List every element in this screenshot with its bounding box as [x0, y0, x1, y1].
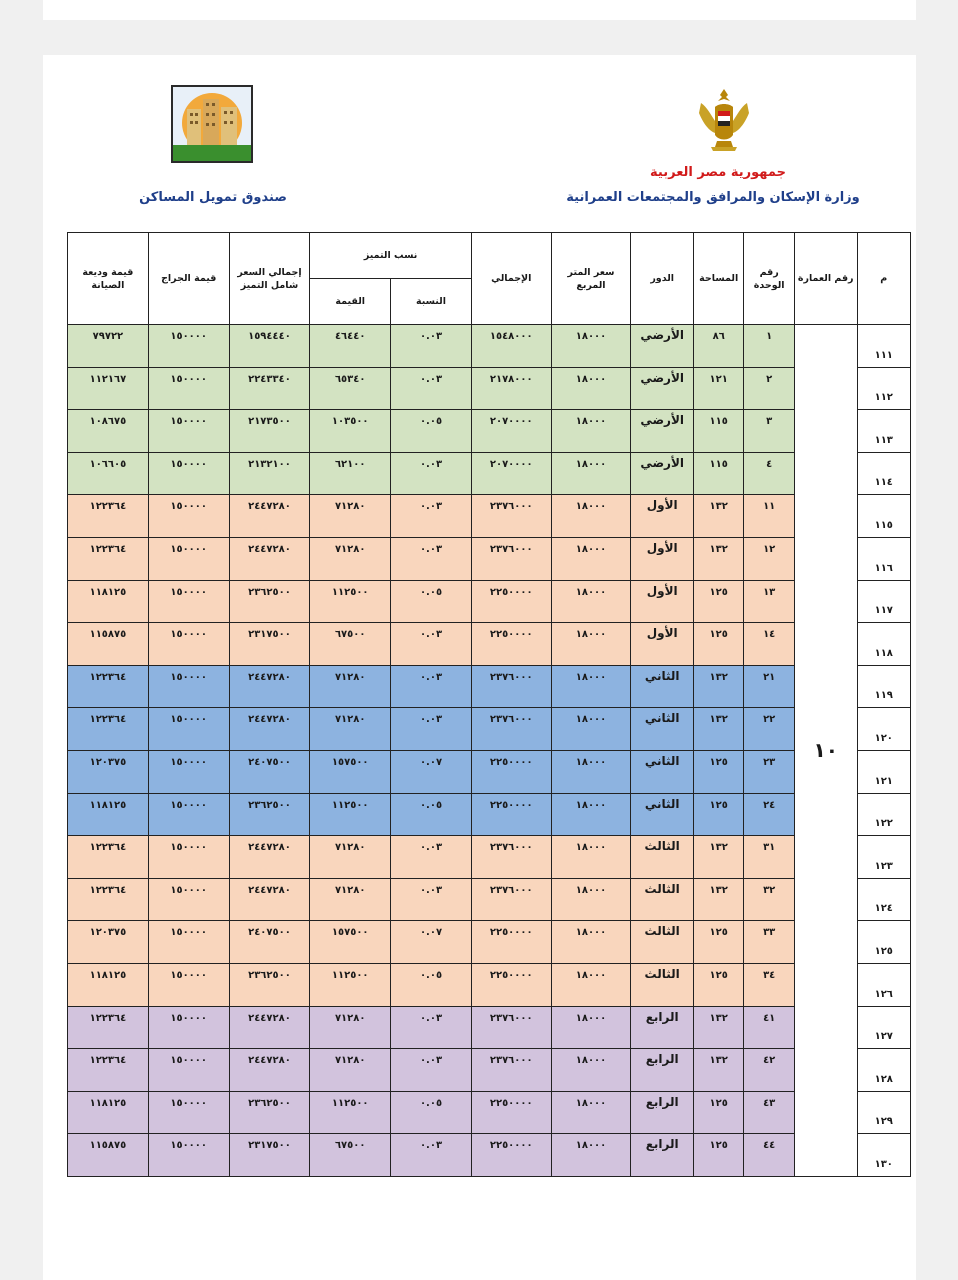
garage-cell: ١٥٠٠٠٠	[148, 665, 229, 708]
header-premium-value: القيمة	[310, 279, 391, 325]
total-with-premium-cell: ٢٤٤٧٢٨٠	[229, 495, 310, 538]
maintenance-cell: ١١٢١٦٧	[68, 367, 149, 410]
table-row	[68, 1049, 911, 1092]
total-with-premium-cell: ٢٤٤٧٢٨٠	[229, 878, 310, 921]
row-number-cell: ١٢١	[857, 750, 911, 793]
garage-cell: ١٥٠٠٠٠	[148, 325, 229, 368]
garage-cell: ١٥٠٠٠٠	[148, 1134, 229, 1177]
row-number-cell: ١٢٩	[857, 1091, 911, 1134]
premium-ratio-cell: ٠.٠٣	[391, 537, 472, 580]
area-cell: ١٣٢	[693, 537, 743, 580]
floor-cell: الرابع	[631, 1091, 694, 1134]
total-cell: ٢٢٥٠٠٠٠	[471, 1091, 551, 1134]
header-area: المساحة	[693, 233, 743, 325]
row-number-cell: ١١٦	[857, 537, 911, 580]
maintenance-cell: ١٢٢٣٦٤	[68, 708, 149, 751]
area-cell: ١٢٥	[693, 1091, 743, 1134]
premium-ratio-cell: ٠.٠٣	[391, 452, 472, 495]
unit-number-cell: ٢٤	[744, 793, 794, 836]
table-row	[68, 836, 911, 879]
total-cell: ٢٢٥٠٠٠٠	[471, 921, 551, 964]
maintenance-cell: ١٢٢٣٦٤	[68, 836, 149, 879]
ministry-title: وزارة الإسكان والمرافق والمجتمعات العمرانية	[566, 190, 860, 205]
area-cell: ١٣٢	[693, 665, 743, 708]
price-per-meter-cell: ١٨٠٠٠	[551, 580, 631, 623]
total-cell: ٢٣٧٦٠٠٠	[471, 537, 551, 580]
header-building-no: رقم العمارة	[794, 233, 857, 325]
floor-cell: الأول	[631, 580, 694, 623]
premium-value-cell: ٧١٢٨٠	[310, 878, 391, 921]
row-number-cell: ١١٥	[857, 495, 911, 538]
premium-ratio-cell: ٠.٠٧	[391, 921, 472, 964]
premium-ratio-cell: ٠.٠٣	[391, 623, 472, 666]
unit-number-cell: ٢١	[744, 665, 794, 708]
maintenance-cell: ١٢٢٣٦٤	[68, 537, 149, 580]
premium-ratio-cell: ٠.٠٣	[391, 495, 472, 538]
garage-cell: ١٥٠٠٠٠	[148, 410, 229, 453]
table-row	[68, 580, 911, 623]
area-cell: ١٢٥	[693, 963, 743, 1006]
garage-cell: ١٥٠٠٠٠	[148, 750, 229, 793]
table-row	[68, 367, 911, 410]
premium-value-cell: ١١٢٥٠٠	[310, 963, 391, 1006]
previous-page-edge	[43, 0, 916, 20]
total-cell: ٢٢٥٠٠٠٠	[471, 793, 551, 836]
total-cell: ٢٢٥٠٠٠٠	[471, 963, 551, 1006]
total-with-premium-cell: ٢٢٤٣٣٤٠	[229, 367, 310, 410]
unit-number-cell: ٣	[744, 410, 794, 453]
floor-cell: الثاني	[631, 793, 694, 836]
total-with-premium-cell: ٢٤٤٧٢٨٠	[229, 1049, 310, 1092]
maintenance-cell: ١٠٨٦٧٥	[68, 410, 149, 453]
garage-cell: ١٥٠٠٠٠	[148, 495, 229, 538]
maintenance-cell: ١٢٢٣٦٤	[68, 665, 149, 708]
table-row	[68, 623, 911, 666]
garage-cell: ١٥٠٠٠٠	[148, 708, 229, 751]
table-row	[68, 495, 911, 538]
unit-number-cell: ١	[744, 325, 794, 368]
header-premium-group: نسب التميز	[310, 233, 472, 279]
premium-value-cell: ٦٧٥٠٠	[310, 1134, 391, 1177]
total-with-premium-cell: ٢٤٤٧٢٨٠	[229, 836, 310, 879]
table-row	[68, 963, 911, 1006]
premium-value-cell: ١٠٣٥٠٠	[310, 410, 391, 453]
row-number-cell: ١٢٤	[857, 878, 911, 921]
price-per-meter-cell: ١٨٠٠٠	[551, 878, 631, 921]
floor-cell: الثاني	[631, 708, 694, 751]
table-row	[68, 1134, 911, 1177]
premium-ratio-cell: ٠.٠٥	[391, 793, 472, 836]
row-number-cell: ١١٣	[857, 410, 911, 453]
floor-cell: الأول	[631, 495, 694, 538]
area-cell: ١٣٢	[693, 495, 743, 538]
row-number-cell: ١١٧	[857, 580, 911, 623]
maintenance-cell: ١٢٠٣٧٥	[68, 921, 149, 964]
table-row	[68, 1091, 911, 1134]
header-unit-no: رقم الوحدة	[744, 233, 794, 325]
garage-cell: ١٥٠٠٠٠	[148, 1006, 229, 1049]
total-cell: ٢٢٥٠٠٠٠	[471, 580, 551, 623]
maintenance-cell: ١١٨١٢٥	[68, 1091, 149, 1134]
total-with-premium-cell: ٢٤٤٧٢٨٠	[229, 665, 310, 708]
garage-cell: ١٥٠٠٠٠	[148, 963, 229, 1006]
table-row	[68, 921, 911, 964]
price-per-meter-cell: ١٨٠٠٠	[551, 708, 631, 751]
garage-cell: ١٥٠٠٠٠	[148, 367, 229, 410]
price-per-meter-cell: ١٨٠٠٠	[551, 410, 631, 453]
premium-value-cell: ١١٢٥٠٠	[310, 1091, 391, 1134]
area-cell: ١٢٥	[693, 580, 743, 623]
premium-value-cell: ١١٢٥٠٠	[310, 580, 391, 623]
table-row	[68, 537, 911, 580]
table-row	[68, 708, 911, 751]
unit-number-cell: ٤٤	[744, 1134, 794, 1177]
area-cell: ١١٥	[693, 410, 743, 453]
premium-ratio-cell: ٠.٠٥	[391, 963, 472, 1006]
garage-cell: ١٥٠٠٠٠	[148, 537, 229, 580]
premium-ratio-cell: ٠.٠٥	[391, 580, 472, 623]
total-cell: ٢٣٧٦٠٠٠	[471, 495, 551, 538]
floor-cell: الأول	[631, 623, 694, 666]
premium-value-cell: ٦٢١٠٠	[310, 452, 391, 495]
maintenance-cell: ١١٥٨٧٥	[68, 1134, 149, 1177]
garage-cell: ١٥٠٠٠٠	[148, 793, 229, 836]
total-with-premium-cell: ١٥٩٤٤٤٠	[229, 325, 310, 368]
header-maintenance: قيمة وديعة الصيانة	[68, 233, 149, 325]
price-per-meter-cell: ١٨٠٠٠	[551, 452, 631, 495]
premium-value-cell: ٧١٢٨٠	[310, 1006, 391, 1049]
row-number-cell: ١١٨	[857, 623, 911, 666]
total-cell: ٢٢٥٠٠٠٠	[471, 1134, 551, 1177]
table-row	[68, 410, 911, 453]
premium-ratio-cell: ٠.٠٣	[391, 1006, 472, 1049]
table-row	[68, 878, 911, 921]
total-cell: ٢٢٥٠٠٠٠	[471, 750, 551, 793]
maintenance-cell: ١٠٦٦٠٥	[68, 452, 149, 495]
area-cell: ١٣٢	[693, 1049, 743, 1092]
floor-cell: الرابع	[631, 1006, 694, 1049]
premium-ratio-cell: ٠.٠٥	[391, 410, 472, 453]
price-per-meter-cell: ١٨٠٠٠	[551, 325, 631, 368]
header-price-per-meter: سعر المتر المربع	[551, 233, 631, 325]
garage-cell: ١٥٠٠٠٠	[148, 452, 229, 495]
total-cell: ٢٣٧٦٠٠٠	[471, 878, 551, 921]
unit-number-cell: ٣٤	[744, 963, 794, 1006]
table-row	[68, 750, 911, 793]
total-with-premium-cell: ٢٣٦٢٥٠٠	[229, 793, 310, 836]
table-row	[68, 452, 911, 495]
premium-ratio-cell: ٠.٠٣	[391, 1049, 472, 1092]
unit-number-cell: ١١	[744, 495, 794, 538]
row-number-cell: ١٣٠	[857, 1134, 911, 1177]
unit-number-cell: ٢٣	[744, 750, 794, 793]
maintenance-cell: ١٢٢٣٦٤	[68, 495, 149, 538]
maintenance-cell: ٧٩٧٢٢	[68, 325, 149, 368]
row-number-cell: ١٢٥	[857, 921, 911, 964]
premium-value-cell: ١١٢٥٠٠	[310, 793, 391, 836]
maintenance-cell: ١١٨١٢٥	[68, 963, 149, 1006]
total-cell: ٢٣٧٦٠٠٠	[471, 1006, 551, 1049]
floor-cell: الأرضي	[631, 452, 694, 495]
unit-number-cell: ٤١	[744, 1006, 794, 1049]
maintenance-cell: ١٢٢٣٦٤	[68, 878, 149, 921]
row-number-cell: ١٢٣	[857, 836, 911, 879]
premium-ratio-cell: ٠.٠٧	[391, 750, 472, 793]
price-per-meter-cell: ١٨٠٠٠	[551, 537, 631, 580]
total-with-premium-cell: ٢٣٦٢٥٠٠	[229, 1091, 310, 1134]
unit-number-cell: ٣١	[744, 836, 794, 879]
floor-cell: الأرضي	[631, 410, 694, 453]
total-with-premium-cell: ٢٣٦٢٥٠٠	[229, 963, 310, 1006]
total-with-premium-cell: ٢٤٤٧٢٨٠	[229, 537, 310, 580]
premium-value-cell: ٧١٢٨٠	[310, 708, 391, 751]
area-cell: ١٣٢	[693, 836, 743, 879]
republic-title: جمهورية مصر العربية	[650, 165, 786, 180]
total-with-premium-cell: ٢٣١٧٥٠٠	[229, 1134, 310, 1177]
price-per-meter-cell: ١٨٠٠٠	[551, 1134, 631, 1177]
maintenance-cell: ١٢٠٣٧٥	[68, 750, 149, 793]
total-cell: ٢٣٧٦٠٠٠	[471, 836, 551, 879]
unit-number-cell: ٢	[744, 367, 794, 410]
price-per-meter-cell: ١٨٠٠٠	[551, 793, 631, 836]
premium-value-cell: ٧١٢٨٠	[310, 537, 391, 580]
floor-cell: الثالث	[631, 921, 694, 964]
row-number-cell: ١١٩	[857, 665, 911, 708]
unit-number-cell: ٢٢	[744, 708, 794, 751]
table-row	[68, 665, 911, 708]
total-cell: ٢٣٧٦٠٠٠	[471, 1049, 551, 1092]
total-with-premium-cell: ٢٤٤٧٢٨٠	[229, 1006, 310, 1049]
total-with-premium-cell: ٢٤٠٧٥٠٠	[229, 921, 310, 964]
floor-cell: الثاني	[631, 665, 694, 708]
premium-value-cell: ٧١٢٨٠	[310, 495, 391, 538]
maintenance-cell: ١١٨١٢٥	[68, 793, 149, 836]
total-with-premium-cell: ٢٤٤٧٢٨٠	[229, 708, 310, 751]
unit-number-cell: ١٢	[744, 537, 794, 580]
garage-cell: ١٥٠٠٠٠	[148, 921, 229, 964]
price-per-meter-cell: ١٨٠٠٠	[551, 921, 631, 964]
header-total: الإجمالي	[471, 233, 551, 325]
premium-ratio-cell: ٠.٠٣	[391, 1134, 472, 1177]
total-cell: ٢٢٥٠٠٠٠	[471, 623, 551, 666]
premium-ratio-cell: ٠.٠٣	[391, 367, 472, 410]
total-cell: ٢٠٧٠٠٠٠	[471, 452, 551, 495]
floor-cell: الرابع	[631, 1049, 694, 1092]
area-cell: ١٣٢	[693, 878, 743, 921]
unit-number-cell: ١٤	[744, 623, 794, 666]
premium-value-cell: ١٥٧٥٠٠	[310, 921, 391, 964]
row-number-cell: ١١٤	[857, 452, 911, 495]
header-floor: الدور	[631, 233, 694, 325]
header-total-with-premium: إجمالي السعر شامل التميز	[229, 233, 310, 325]
floor-cell: الأرضي	[631, 325, 694, 368]
maintenance-cell: ١١٨١٢٥	[68, 580, 149, 623]
total-cell: ٢٣٧٦٠٠٠	[471, 708, 551, 751]
area-cell: ٨٦	[693, 325, 743, 368]
area-cell: ١٢٥	[693, 1134, 743, 1177]
total-cell: ١٥٤٨٠٠٠	[471, 325, 551, 368]
premium-value-cell: ٧١٢٨٠	[310, 1049, 391, 1092]
area-cell: ١٢٥	[693, 921, 743, 964]
units-price-table	[67, 232, 911, 1177]
price-per-meter-cell: ١٨٠٠٠	[551, 1049, 631, 1092]
area-cell: ١١٥	[693, 452, 743, 495]
table-row	[68, 1006, 911, 1049]
total-with-premium-cell: ٢١٧٣٥٠٠	[229, 410, 310, 453]
row-number-cell: ١٢٢	[857, 793, 911, 836]
price-per-meter-cell: ١٨٠٠٠	[551, 1006, 631, 1049]
unit-number-cell: ١٣	[744, 580, 794, 623]
premium-ratio-cell: ٠.٠٣	[391, 708, 472, 751]
building-number-cell: ١٠	[794, 325, 857, 1177]
price-per-meter-cell: ١٨٠٠٠	[551, 836, 631, 879]
row-number-cell: ١٢٦	[857, 963, 911, 1006]
premium-ratio-cell: ٠.٠٣	[391, 836, 472, 879]
total-with-premium-cell: ٢١٣٢١٠٠	[229, 452, 310, 495]
area-cell: ١٢١	[693, 367, 743, 410]
header-garage: قيمة الجراج	[148, 233, 229, 325]
table-row	[68, 325, 911, 368]
row-number-cell: ١١٢	[857, 367, 911, 410]
unit-number-cell: ٤٣	[744, 1091, 794, 1134]
area-cell: ١٣٢	[693, 1006, 743, 1049]
unit-number-cell: ٤٢	[744, 1049, 794, 1092]
price-per-meter-cell: ١٨٠٠٠	[551, 750, 631, 793]
floor-cell: الثاني	[631, 750, 694, 793]
table-row	[68, 793, 911, 836]
price-per-meter-cell: ١٨٠٠٠	[551, 495, 631, 538]
premium-ratio-cell: ٠.٠٣	[391, 325, 472, 368]
total-with-premium-cell: ٢٣٦٢٥٠٠	[229, 580, 310, 623]
garage-cell: ١٥٠٠٠٠	[148, 623, 229, 666]
price-per-meter-cell: ١٨٠٠٠	[551, 665, 631, 708]
unit-number-cell: ٣٢	[744, 878, 794, 921]
premium-value-cell: ٧١٢٨٠	[310, 665, 391, 708]
garage-cell: ١٥٠٠٠٠	[148, 1091, 229, 1134]
premium-value-cell: ٦٥٣٤٠	[310, 367, 391, 410]
floor-cell: الثالث	[631, 878, 694, 921]
premium-value-cell: ١٥٧٥٠٠	[310, 750, 391, 793]
maintenance-cell: ١١٥٨٧٥	[68, 623, 149, 666]
maintenance-cell: ١٢٢٣٦٤	[68, 1049, 149, 1092]
floor-cell: الرابع	[631, 1134, 694, 1177]
garage-cell: ١٥٠٠٠٠	[148, 1049, 229, 1092]
premium-value-cell: ٦٧٥٠٠	[310, 623, 391, 666]
premium-value-cell: ٧١٢٨٠	[310, 836, 391, 879]
floor-cell: الأرضي	[631, 367, 694, 410]
premium-value-cell: ٤٦٤٤٠	[310, 325, 391, 368]
total-cell: ٢٣٧٦٠٠٠	[471, 665, 551, 708]
row-number-cell: ١١١	[857, 325, 911, 368]
eagle-emblem-icon	[693, 85, 755, 157]
header-premium-ratio: النسبة	[391, 279, 472, 325]
housing-fund-logo	[171, 85, 253, 163]
price-per-meter-cell: ١٨٠٠٠	[551, 963, 631, 1006]
premium-ratio-cell: ٠.٠٣	[391, 665, 472, 708]
housing-fund-name: صندوق تمويل المساكن	[139, 190, 287, 205]
area-cell: ١٢٥	[693, 623, 743, 666]
garage-cell: ١٥٠٠٠٠	[148, 878, 229, 921]
floor-cell: الثالث	[631, 963, 694, 1006]
total-with-premium-cell: ٢٣١٧٥٠٠	[229, 623, 310, 666]
price-per-meter-cell: ١٨٠٠٠	[551, 367, 631, 410]
floor-cell: الأول	[631, 537, 694, 580]
total-cell: ٢٠٧٠٠٠٠	[471, 410, 551, 453]
garage-cell: ١٥٠٠٠٠	[148, 580, 229, 623]
floor-cell: الثالث	[631, 836, 694, 879]
row-number-cell: ١٢٨	[857, 1049, 911, 1092]
unit-number-cell: ٣٣	[744, 921, 794, 964]
premium-ratio-cell: ٠.٠٥	[391, 1091, 472, 1134]
premium-ratio-cell: ٠.٠٣	[391, 878, 472, 921]
area-cell: ١٣٢	[693, 708, 743, 751]
area-cell: ١٢٥	[693, 750, 743, 793]
garage-cell: ١٥٠٠٠٠	[148, 836, 229, 879]
header-m: م	[857, 233, 911, 325]
maintenance-cell: ١٢٢٣٦٤	[68, 1006, 149, 1049]
row-number-cell: ١٢٧	[857, 1006, 911, 1049]
total-cell: ٢١٧٨٠٠٠	[471, 367, 551, 410]
unit-number-cell: ٤	[744, 452, 794, 495]
total-with-premium-cell: ٢٤٠٧٥٠٠	[229, 750, 310, 793]
row-number-cell: ١٢٠	[857, 708, 911, 751]
price-per-meter-cell: ١٨٠٠٠	[551, 1091, 631, 1134]
area-cell: ١٢٥	[693, 793, 743, 836]
price-per-meter-cell: ١٨٠٠٠	[551, 623, 631, 666]
document-page	[43, 55, 916, 1280]
